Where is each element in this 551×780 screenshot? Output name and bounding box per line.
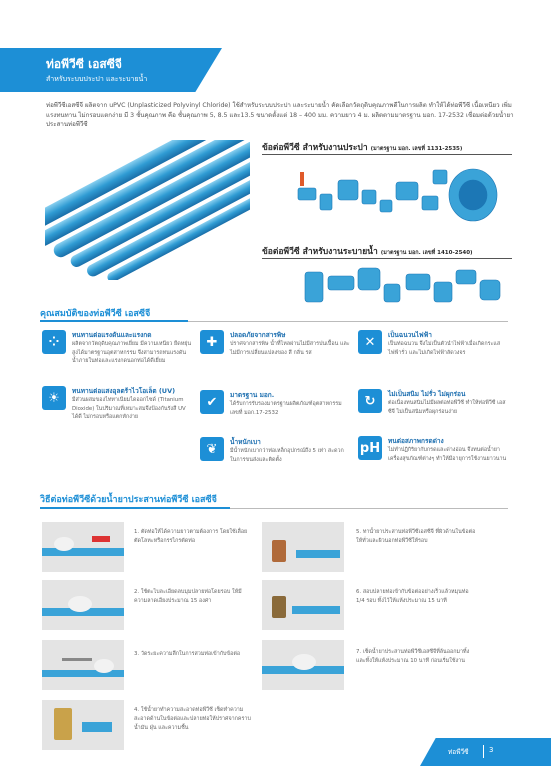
- step-5-photo: [262, 522, 344, 572]
- step-4-text: 4. ใช้น้ำยาทำความสะอาดท่อพีวีซี เช็ดทำความสะอาดด้านในข้อต่อและปลายท่อให้ปราศจากคราบน้ำมัน ฝุ่น และความชื้น: [134, 707, 251, 731]
- intro-paragraph: ท่อพีวีซีเอสซีจี ผลิตจาก uPVC (Unplasticized Polyvinyl Chloride) ใช้สำหรับระบบประปา และระบายน้ำ คัดเลือกวัตถุดิบคุณภาพดีในการผลิต ทำให้ได้ท่อพีวีซี เนื้อเหนียว เพิ่มแรงทนทาน ไม่กรอบแตกง่าย มี 3 ชั้นคุณภาพ คือ ชั้นคุณภาพ 5, 8.5 และ13.5 ขนาดตั้งแต่ 18 – 400 มม. ความยาว 4 ม. ผลิตตามมาตรฐาน มอก. 17-2532 เชื่อมต่อด้วยน้ำยาประสานท่อพีวีซี: [46, 102, 514, 129]
- divider: [230, 508, 508, 509]
- water-fittings-image: [288, 160, 503, 230]
- health-cross-icon: ✚: [200, 330, 224, 354]
- step-2-text: 2. ใช้ตะไบละเอียดลบมุมปลายท่อโดยรอบ ให้มีความลาดเอียงประมาณ 15 องศา: [134, 589, 242, 604]
- pipes-image: [45, 140, 250, 280]
- step-7-photo: [262, 640, 344, 690]
- sun-icon: ☀: [42, 386, 66, 410]
- step-1-photo: [42, 522, 124, 572]
- step-6-text: 6. สอบปลายท่อเข้ากับข้อต่ออย่างเร็วแล้วหมุนท่อ 1/4 รอบ ทิ้งไว้ให้แห้งประมาณ 15 นาที: [356, 589, 469, 604]
- step-6-photo: [262, 580, 344, 630]
- page-title: ท่อพีวีซี เอสซีจี: [46, 57, 122, 71]
- rust-icon: ↻: [358, 389, 382, 413]
- divider: [262, 258, 512, 259]
- certified-icon: ✔: [200, 390, 224, 414]
- step-2-photo: [42, 580, 124, 630]
- pressure-icon: ⁘: [42, 330, 66, 354]
- step-5-text: 5. ทาน้ำยาประสานท่อพีวีซีเอสซีจี ที่ผิวด้านในข้อต่อให้ทั่วและผิวนอกท่อพีวีซีให้รอบ: [356, 529, 476, 544]
- footer-separator: [483, 745, 484, 758]
- step-1-text: 1. ตัดท่อให้ได้ความยาวตามต้องการ โดยใช้เลื่อยตัดโลหะหรือกรรไกรตัดท่อ: [134, 529, 248, 544]
- heading-underline: [40, 320, 188, 322]
- divider: [188, 321, 508, 322]
- drain-fittings-image: [300, 262, 505, 310]
- footer-banner: [420, 738, 551, 766]
- insulation-icon: ✕: [358, 330, 382, 354]
- properties-heading: คุณสมบัติของท่อพีวีซี เอสซีจี: [40, 309, 151, 319]
- heading-underline: [40, 507, 230, 509]
- step-3-photo: [42, 640, 124, 690]
- footer-label: ท่อพีวีซี: [448, 748, 469, 756]
- step-3-text: 3. วัดระยะความลึกในการสวมท่อเข้ากับข้อต่อ: [134, 651, 241, 657]
- feather-icon: ❦: [200, 437, 224, 461]
- page-number: 3: [489, 746, 494, 754]
- step-7-text: 7. เช็ดน้ำยาประสานท่อพีวีซีเอสซีจีที่ล้นออกมาทิ้ง และทิ้งให้แห้งประมาณ 10 นาที ก่อนเริ่มใช้งาน: [356, 649, 470, 664]
- water-fittings-heading: ข้อต่อพีวีซี สำหรับงานประปา (มาตรฐาน มอก. เลขที่ 1131-2535): [262, 143, 463, 153]
- howto-heading: วิธีต่อท่อพีวีซีด้วยน้ำยาประสานท่อพีวีซี เอสซีจี: [40, 495, 217, 505]
- step-4-photo: [42, 700, 124, 750]
- page-subtitle: สำหรับระบบประปา และระบายน้ำ: [46, 75, 148, 83]
- divider: [262, 154, 512, 155]
- chemical-icon: pH: [358, 436, 382, 460]
- drain-fittings-heading: ข้อต่อพีวีซี สำหรับงานระบายน้ำ (มาตรฐาน มอก. เลขที่ 1410-2540): [262, 247, 473, 257]
